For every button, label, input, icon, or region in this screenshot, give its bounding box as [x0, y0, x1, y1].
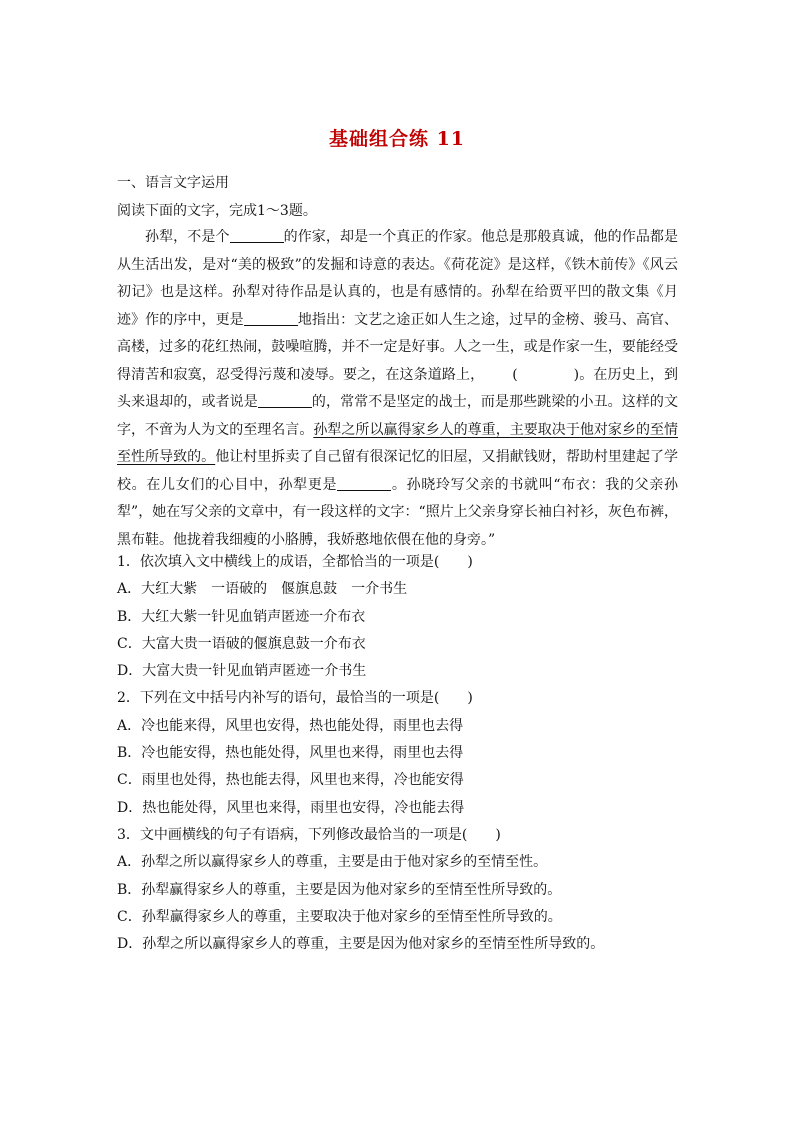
question-option: B．冷也能安得，热也能处得，风里也来得，雨里也去得	[117, 745, 464, 762]
question-option: A．孙犁之所以赢得家乡人的尊重，主要是由于他对家乡的至情至性。	[117, 854, 548, 871]
question-option: D．孙犁之所以赢得家乡人的尊重，主要是因为他对家乡的至情至性所导致的。	[117, 936, 605, 953]
passage-text-3: 地指出：文艺之途正如人生之途，过早的金榜、骏马、高官、高楼，过多的花红热闹，鼓噪喧腾，并不一定是好事。人之一生，或是作家一生，要能经受得清苦和寂寞，忍受得污蔑和凌辱。要之，在这条道路上，	[117, 311, 678, 383]
question-option: D．热也能处得，风里也来得，雨里也安得，冷也能去得	[117, 799, 465, 816]
question-option: C．孙犁赢得家乡人的尊重，主要取决于他对家乡的至情至性所导致的。	[117, 908, 562, 925]
page-title: 基础组合练 11	[328, 128, 466, 150]
fill-blank-3	[258, 393, 312, 408]
passage-text-5: 的，常常不是坚定的战士，而是那些跳梁的小丑。这样的文字，不啻为人为文的至理名言。	[117, 394, 679, 438]
question-option: C．雨里也处得，热也能去得，风里也来得，冷也能安得	[117, 772, 464, 789]
question-option: D．大富大贵一针见血销声匿迹一介书生	[117, 663, 367, 680]
passage-text-4: 。在历史上，到头来退却的，或者说是	[117, 366, 679, 410]
fill-blank-1	[230, 228, 284, 243]
passage-text-2: 的作家，却是一个真正的作家。他总是那般真诚，他的作品都是从生活出发，是对“美的极致”的发掘和诗意的表达。《荷花淀》是这样，《铁木前传》《风云初记》也是这样。孙犁对待作品是认真的，也是有感情的。孙犁在给贾平凹的散文集《月迹》作的序中，更是	[117, 229, 679, 328]
question-option: C．大富大贵一语破的偃旗息鼓一介布衣	[117, 635, 366, 652]
question-option: B．大红大紫一针见血销声匿迹一介布衣	[117, 608, 366, 625]
fill-blank-2	[244, 311, 298, 326]
reading-passage	[117, 224, 678, 554]
underlined-sentence: 孙犁之所以赢得家乡人的尊重，主要取决于他对家乡的至情至性所导致的。	[117, 421, 678, 465]
fill-blank-4	[337, 476, 391, 491]
question-stem: 1．依次填入文中横线上的成语，全都恰当的一项是( )	[117, 554, 473, 570]
question-stem: 2．下列在文中括号内补写的语句，最恰当的一项是( )	[117, 690, 473, 707]
passage-text-7: 。孙晓玲写父亲的书就叫“布衣：我的父亲孙犁”，她在写父亲的文章中，有一段这样的文字：“照片上父亲身穿长袖白衬衫，灰色布裤，黑布鞋。他拢着我细瘦的小胳膊，我娇憨地依偎在他的身旁。”	[117, 476, 678, 548]
question-option: A．冷也能来得，风里也安得，热也能处得，雨里也去得	[117, 717, 464, 734]
question-option: A．大红大紫 一语破的 偃旗息鼓 一介书生	[117, 581, 408, 598]
fill-parenthesis: ( )	[512, 366, 580, 383]
question-option: B．孙犁赢得家乡人的尊重，主要是因为他对家乡的至情至性所导致的。	[117, 881, 562, 898]
question-stem: 3．文中画横线的句子有语病，下列修改最恰当的一项是( )	[117, 826, 501, 843]
question-list	[117, 549, 678, 958]
passage-text-1: 孙犁，不是个	[145, 229, 230, 245]
instructions: 阅读下面的文字，完成1～3题。	[117, 203, 317, 219]
passage-text-6: 他让村里拆卖了自己留有很深记忆的旧屋，又捐献钱财，帮助村里建起了学校。在儿女们的心目中，孙犁更是	[117, 449, 679, 493]
section-heading: 一、语言文字运用	[117, 175, 229, 191]
